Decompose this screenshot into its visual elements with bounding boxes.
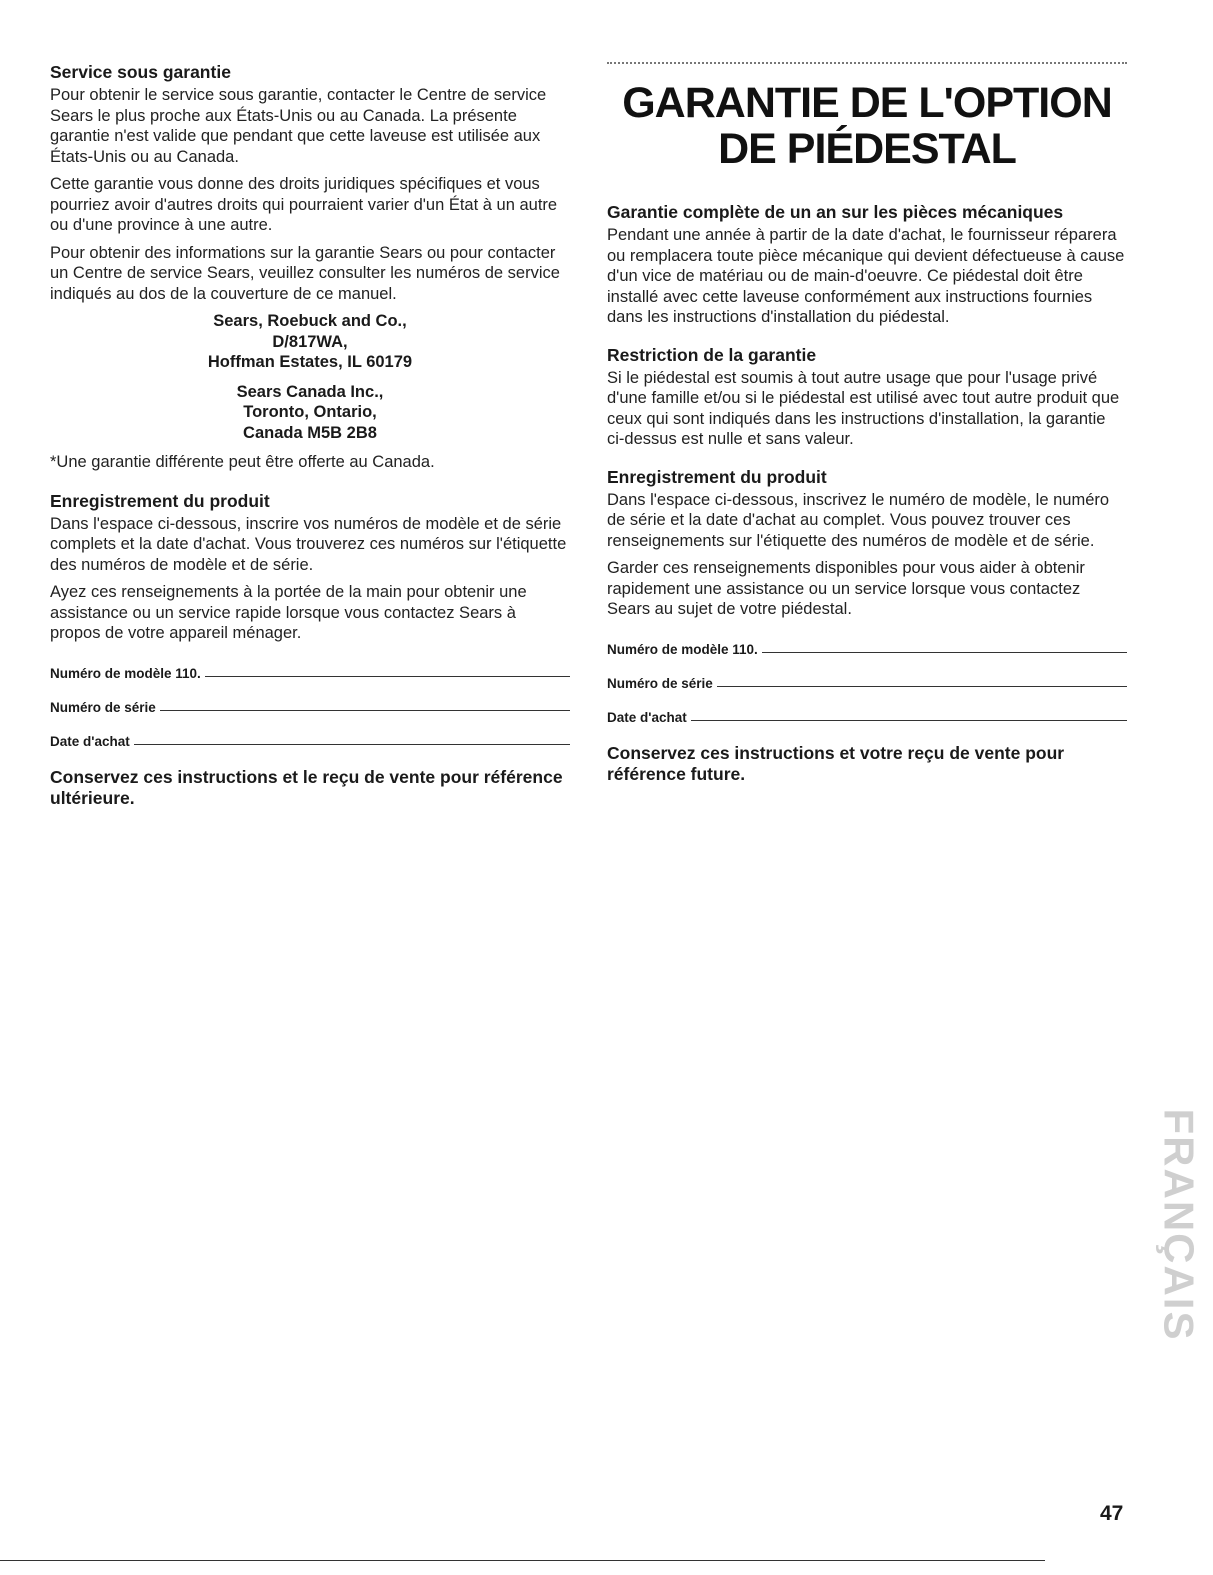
purchase-date-label: Date d'achat xyxy=(50,733,130,749)
registration-paragraph-1: Dans l'espace ci-dessous, inscrivez le numéro de modèle, le numéro de série et la date d'achat au complet. Vous pouvez trouver ces renseignements sur l'étiquette des numéros de modèle et de série. xyxy=(607,490,1110,550)
page-title: GARANTIE DE L'OPTION DE PIÉDESTAL xyxy=(622,79,1112,173)
purchase-date-field[interactable] xyxy=(50,729,570,749)
registration-paragraph-2: Garder ces renseignements disponibles pour vous aider à obtenir rapidement une assistance ou un service lorsque vous contactez Sears au sujet de votre piédestal. xyxy=(607,559,1085,618)
serial-number-line[interactable] xyxy=(160,709,570,711)
model-number-label: Numéro de modèle 110. xyxy=(607,641,758,657)
language-side-tab-label: FRANÇAIS xyxy=(1155,1108,1202,1342)
purchase-date-line[interactable] xyxy=(134,743,570,745)
language-side-tab xyxy=(1148,1075,1208,1375)
purchase-date-label: Date d'achat xyxy=(607,709,687,725)
address-line: Hoffman Estates, IL 60179 xyxy=(207,353,413,371)
serial-number-field[interactable] xyxy=(607,671,1127,691)
model-number-line[interactable] xyxy=(762,651,1127,653)
dotted-rule xyxy=(607,62,1127,64)
serial-number-field[interactable] xyxy=(50,695,570,715)
model-number-field[interactable] xyxy=(607,637,1127,657)
keep-instructions-note: Conservez ces instructions et le reçu de vente pour référence ultérieure. xyxy=(50,766,563,808)
serial-number-label: Numéro de série xyxy=(607,675,713,691)
address-canada xyxy=(50,382,570,444)
address-us xyxy=(50,311,570,373)
right-column xyxy=(607,62,1127,785)
serial-number-line[interactable] xyxy=(717,685,1127,687)
registration-heading: Enregistrement du produit xyxy=(50,490,270,511)
restriction-heading: Restriction de la garantie xyxy=(607,344,817,365)
purchase-date-field[interactable] xyxy=(607,705,1127,725)
left-column xyxy=(50,62,570,809)
restriction-paragraph: Si le piédestal est soumis à tout autre usage que pour l'usage privé d'une famille et/ou si le piédestal est utilisé avec tout autre produit que ceux qui sont indiqués dans les instructions d'installation, la garantie ci-dessus est nulle et sans valeur. xyxy=(607,368,1120,448)
service-paragraph-1: Pour obtenir le service sous garantie, contacter le Centre de service Sears le plus proche aux États-Unis ou au Canada. La présente garantie n'est valide que pendant que cette laveuse est utilisée aux États-Unis ou au Canada. xyxy=(50,86,547,166)
registration-paragraph-1: Dans l'espace ci-dessous, inscrire vos numéros de modèle et de série complets et la date d'achat. Vous trouverez ces numéros sur l'étiquette des numéros de modèle et de série. xyxy=(50,514,567,574)
full-warranty-paragraph: Pendant une année à partir de la date d'achat, le fournisseur réparera ou remplacera toute pièce mécanique qui devient défectueuse à cause d'un vice de matériau ou de main-d'oeuvre. Ce piédestal doit être installé avec cette laveuse conformément aux instructions fournies dans les instructions d'installation du piédestal. xyxy=(607,226,1125,326)
address-line: Canada M5B 2B8 xyxy=(243,423,377,442)
purchase-date-line[interactable] xyxy=(691,719,1127,721)
full-warranty-heading: Garantie complète de un an sur les pièces mécaniques xyxy=(607,202,1064,222)
service-heading: Service sous garantie xyxy=(50,62,231,82)
bottom-rule xyxy=(0,1560,1045,1561)
canada-footnote: *Une garantie différente peut être offerte au Canada. xyxy=(50,453,435,471)
keep-instructions-note: Conservez ces instructions et votre reçu de vente pour référence future. xyxy=(607,742,1065,784)
address-line: Toronto, Ontario, xyxy=(243,403,377,421)
model-number-line[interactable] xyxy=(205,675,570,677)
service-paragraph-3: Pour obtenir des informations sur la garantie Sears ou pour contacter un Centre de service Sears, veuillez consulter les numéros de service indiqués au dos de la couverture de ce manuel. xyxy=(50,243,560,303)
page-number: 47 xyxy=(1100,1502,1124,1525)
registration-heading: Enregistrement du produit xyxy=(607,466,827,487)
model-number-field[interactable] xyxy=(50,661,570,681)
address-line: D/817WA, xyxy=(272,332,348,351)
address-line: Sears Canada Inc., xyxy=(236,382,384,401)
address-line: Sears, Roebuck and Co., xyxy=(213,312,407,330)
registration-paragraph-2: Ayez ces renseignements à la portée de la main pour obtenir une assistance ou un service rapide lorsque vous contactez Sears à propos de votre appareil ménager. xyxy=(50,583,527,642)
service-paragraph-2: Cette garantie vous donne des droits juridiques spécifiques et vous pourriez avoir d'autres droits qui pourraient varier d'un État à un autre ou d'une province à une autre. xyxy=(50,175,558,234)
model-number-label: Numéro de modèle 110. xyxy=(50,665,201,681)
serial-number-label: Numéro de série xyxy=(50,699,156,715)
